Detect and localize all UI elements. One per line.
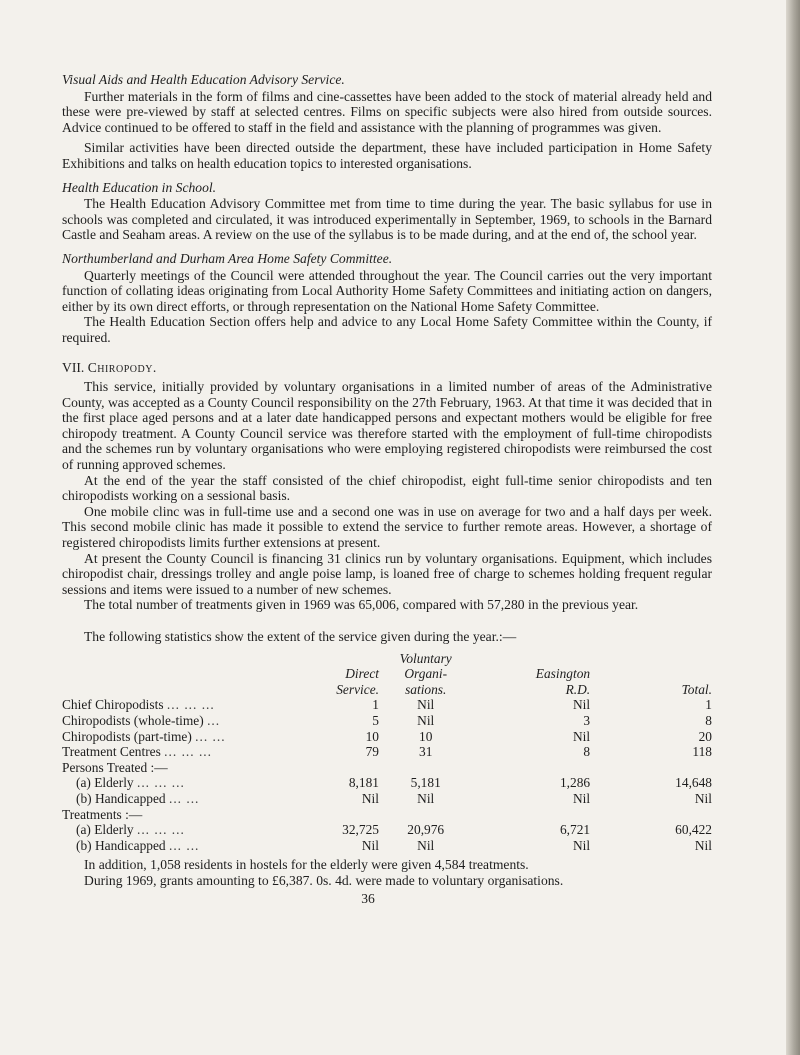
paragraph: At present the County Council is financing 31 clinics run by voluntary organisations. Equipment, which includes chiropodist chair, dressings trolley and angle poise lamp, is loaned free of charge to schemes holding frequent regular sessions and items were issued to a number of new schemes. (62, 550, 712, 597)
section-heading-visual-aids: Visual Aids and Health Education Advisory Service. (62, 72, 345, 87)
closing-notes (62, 857, 712, 888)
table-row: (a) Elderly ... ... ... 8,181 5,181 1,286 14,648 (76, 775, 712, 791)
table-row: (a) Elderly ... ... ... 32,725 20,976 6,721 60,422 (76, 822, 712, 838)
stats-intro: The following statistics show the extent of the service given during the year.:— (84, 629, 517, 644)
header-direct: Direct Service. (336, 666, 379, 697)
paragraph: This service, initially provided by voluntary organisations in a limited number of areas of the Administrative County, was accepted as a County Council responsibility on the 27th February, 1963. At that time it was decided that in the first place aged persons and at a later date handicapped persons and expectant mothers would be eligible for free chiropody treatment. A County Council service was therefore started with the employment of full-time chiropodists and the schemes run by voluntary organisations who were employing registered chiropodists were reimbursed the cost of running approved schemes. (62, 379, 712, 473)
paragraph: Further materials in the form of films and cine-cassettes have been added to the stock of material already held and these were pre-viewed by staff at selected centres. Films on specific subjects were also hired from outside sources. Advice continued to be offered to staff in the field and assistance with the planning of programmes was given. (62, 88, 712, 135)
paragraph: Quarterly meetings of the Council were attended throughout the year. The Council carries out the very important function of collating ideas originating from Local Authority Home Safety Committees and initiating action on dangers, either by its own direct efforts, or through representation on the National Home Safety Committee. (62, 267, 712, 314)
paragraph: The Health Education Section offers help and advice to any Local Home Safety Committee within the County, if required. (62, 314, 712, 345)
statistics-table (62, 651, 712, 854)
table-subheading-row: Persons Treated :— (62, 759, 168, 775)
closing-line: During 1969, grants amounting to £6,387. 0s. 4d. were made to voluntary organisations. (84, 872, 564, 888)
header-total: Total. (681, 681, 712, 697)
page-edge-shadow (786, 0, 800, 1055)
page-content (62, 72, 712, 906)
table-row: Chiropodists (part-time) ... ... 10 10 Nil 20 (62, 728, 712, 744)
table-header-row (62, 651, 712, 698)
table-subheading-row: Treatments :— (62, 806, 143, 822)
section-heading-home-safety: Northumberland and Durham Area Home Safety Committee. (62, 250, 393, 266)
table-row: (b) Handicapped ... ... Nil Nil Nil Nil (76, 837, 712, 853)
section-heading-chiropody (62, 360, 712, 376)
table-row: Treatment Centres ... ... ... 79 31 8 118 (62, 744, 712, 760)
paragraph: The Health Education Advisory Committee met from time to time during the year. The basic syllabus for use in schools was completed and circulated, it was introduced experimentally in September, 1969, to schools in the Barnard Castle and Seaham areas. A review on the use of the syllabus is to be made during, and at the end of, the school year. (62, 196, 712, 243)
table-row: Chief Chiropodists ... ... ... 1 Nil Nil 1 (62, 697, 712, 713)
header-easington: Easington R.D. (535, 666, 591, 697)
section-number: VII. (62, 359, 85, 375)
paragraph: At the end of the year the staff consisted of the chief chiropodist, eight full-time senior chiropodists and ten chiropodists working on a sessional basis. (62, 472, 712, 504)
header-voluntary: Voluntary Organi- sations. (399, 650, 452, 697)
closing-line: In addition, 1,058 residents in hostels for the elderly were given 4,584 treatments. (84, 857, 529, 873)
section-heading-health-school: Health Education in School. (62, 179, 217, 195)
page-number: 36 (361, 890, 375, 906)
paragraph: The total number of treatments given in 1969 was 65,006, compared with 57,280 in the previous year. (84, 597, 639, 613)
section-title: Chiropody. (87, 359, 157, 375)
paragraph: Similar activities have been directed outside the department, these have included participation in Home Safety Exhibitions and talks on health education topics to interested organisations. (62, 140, 712, 171)
table-row: (b) Handicapped ... ... Nil Nil Nil Nil (76, 790, 712, 806)
table-row: Chiropodists (whole-time) ... 5 Nil 3 8 (62, 712, 712, 728)
paragraph: One mobile clinc was in full-time use and a second one was in use on average for two and a half days per week. This second mobile clinic has made it possible to extend the service to further remote areas. However, a shortage of registered chiropodists limits further extensions at present. (62, 503, 712, 551)
